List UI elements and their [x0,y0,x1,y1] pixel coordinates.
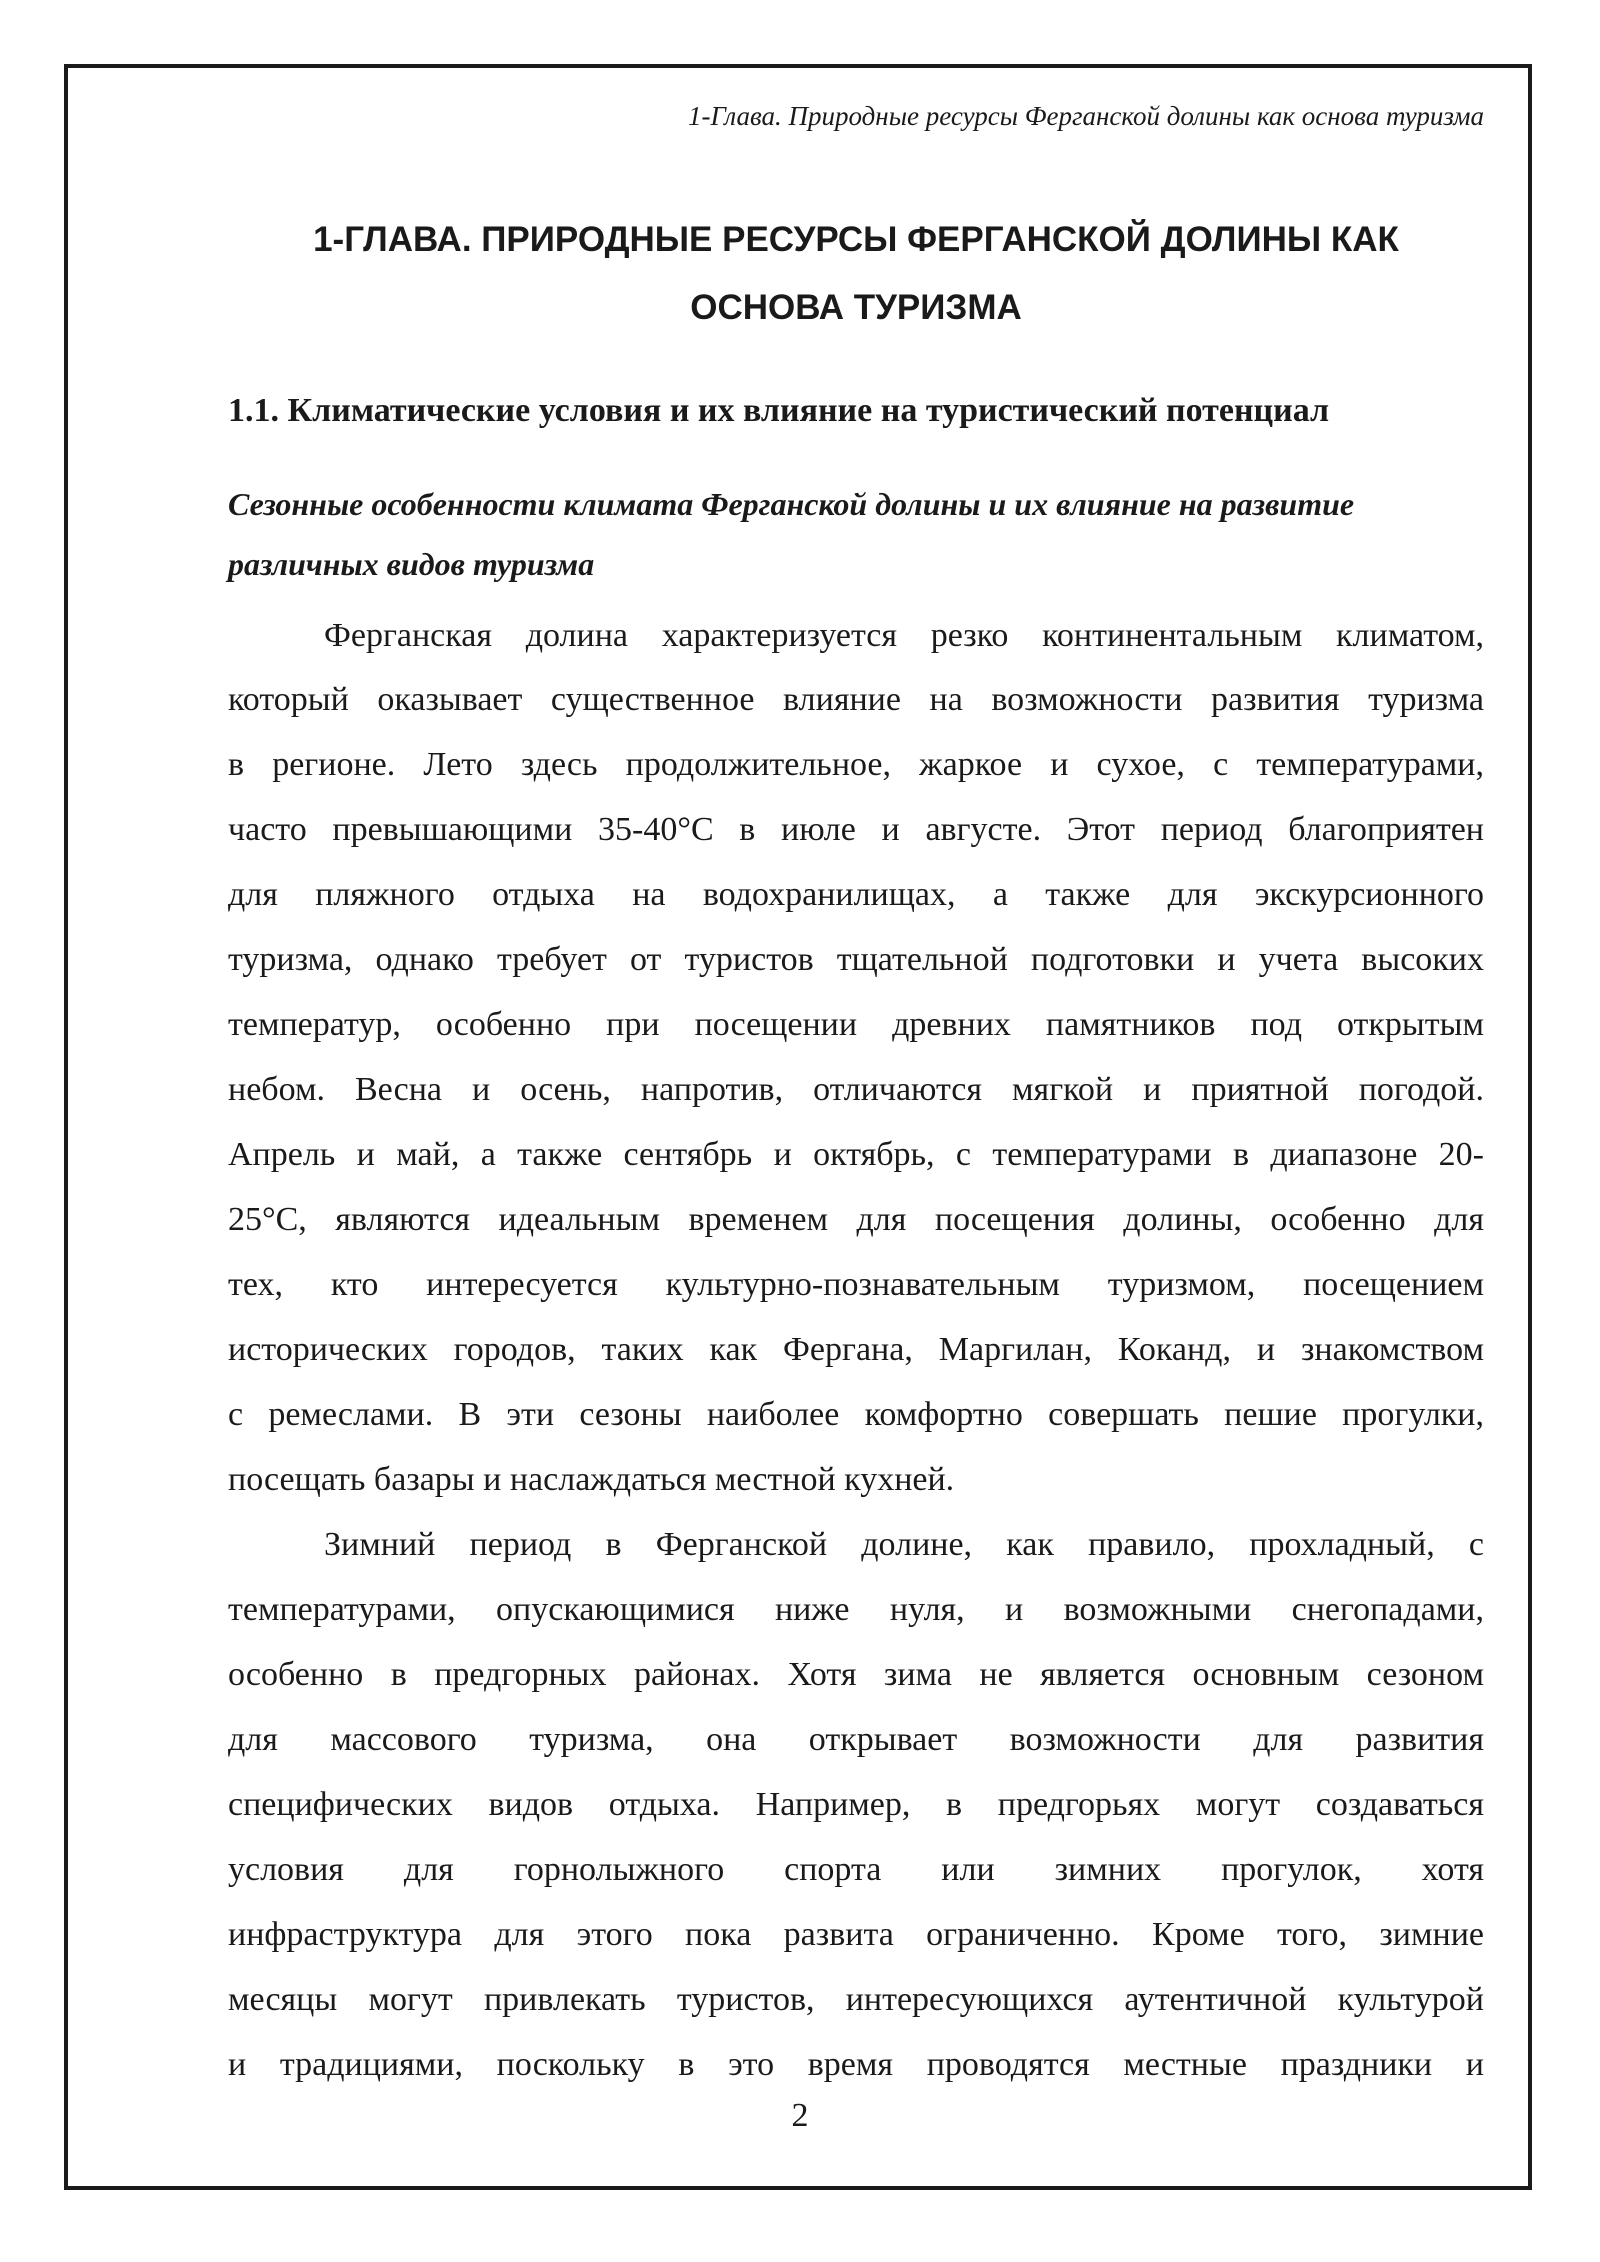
paragraph-line: тех, кто интересуется культурно-познавательным туризмом, посещением [228,1266,1484,1303]
paragraph-line: для массового туризма, она открывает возможности для развития [228,1721,1484,1758]
paragraph-line: особенно в предгорных районах. Хотя зима не является основным сезоном [228,1656,1484,1693]
paragraph-line: Апрель и май, а также сентябрь и октябрь, с температурами в диапазоне 20- [228,1136,1484,1173]
section-heading: 1.1. Климатические условия и их влияние на туристический потенциал [228,392,1330,429]
paragraph-line: с ремеслами. В эти сезоны наиболее комфортно совершать пешие прогулки, [228,1396,1484,1433]
paragraph-line: исторических городов, таких как Фергана, Маргилан, Коканд, и знакомством [228,1331,1484,1368]
paragraph-line: и традициями, поскольку в это время проводятся местные праздники и [228,2046,1484,2083]
subsection-heading: Сезонные особенности климата Ферганской долины и их влияние на развитие различных видов туризма [228,486,1355,582]
paragraph-line: месяцы могут привлекать туристов, интересующихся аутентичной культурой [228,1981,1484,2018]
paragraph-line: в регионе. Лето здесь продолжительное, жаркое и сухое, с температурами, [228,746,1484,783]
paragraph-line: который оказывает существенное влияние на возможности развития туризма [228,681,1484,718]
paragraph-line: температурами, опускающимися ниже нуля, и возможными снегопадами, [228,1591,1484,1628]
paragraph-line: температур, особенно при посещении древних памятников под открытым [228,1006,1484,1043]
running-header: 1-Глава. Природные ресурсы Ферганской долины как основа туризма [687,101,1484,131]
paragraph-line: для пляжного отдыха на водохранилищах, а также для экскурсионного [228,876,1484,913]
paragraph-line: инфраструктура для этого пока развита ограниченно. Кроме того, зимние [228,1916,1484,1953]
paragraph-line: Зимний период в Ферганской долине, как правило, прохладный, с [324,1526,1484,1563]
chapter-title: 1-ГЛАВА. ПРИРОДНЫЕ РЕСУРСЫ ФЕРГАНСКОЙ ДОЛИНЫ КАК ОСНОВА ТУРИЗМА [313,220,1399,327]
paragraph-line: часто превышающими 35-40°C в июле и августе. Этот период благоприятен [228,811,1484,848]
paragraph-line: туризма, однако требует от туристов тщательной подготовки и учета высоких [228,941,1484,978]
page-number: 2 [791,2097,809,2134]
paragraph-line: посещать базары и наслаждаться местной кухней. [228,1461,955,1498]
paragraph-line: специфических видов отдыха. Например, в предгорьях могут создаваться [228,1786,1484,1823]
paragraph-line: небом. Весна и осень, напротив, отличаются мягкой и приятной погодой. [228,1071,1484,1108]
paragraph-line: условия для горнолыжного спорта или зимних прогулок, хотя [228,1851,1484,1888]
paragraph-line: Ферганская долина характеризуется резко континентальным климатом, [324,617,1484,654]
paragraph-line: 25°C, являются идеальным временем для посещения долины, особенно для [228,1201,1484,1238]
